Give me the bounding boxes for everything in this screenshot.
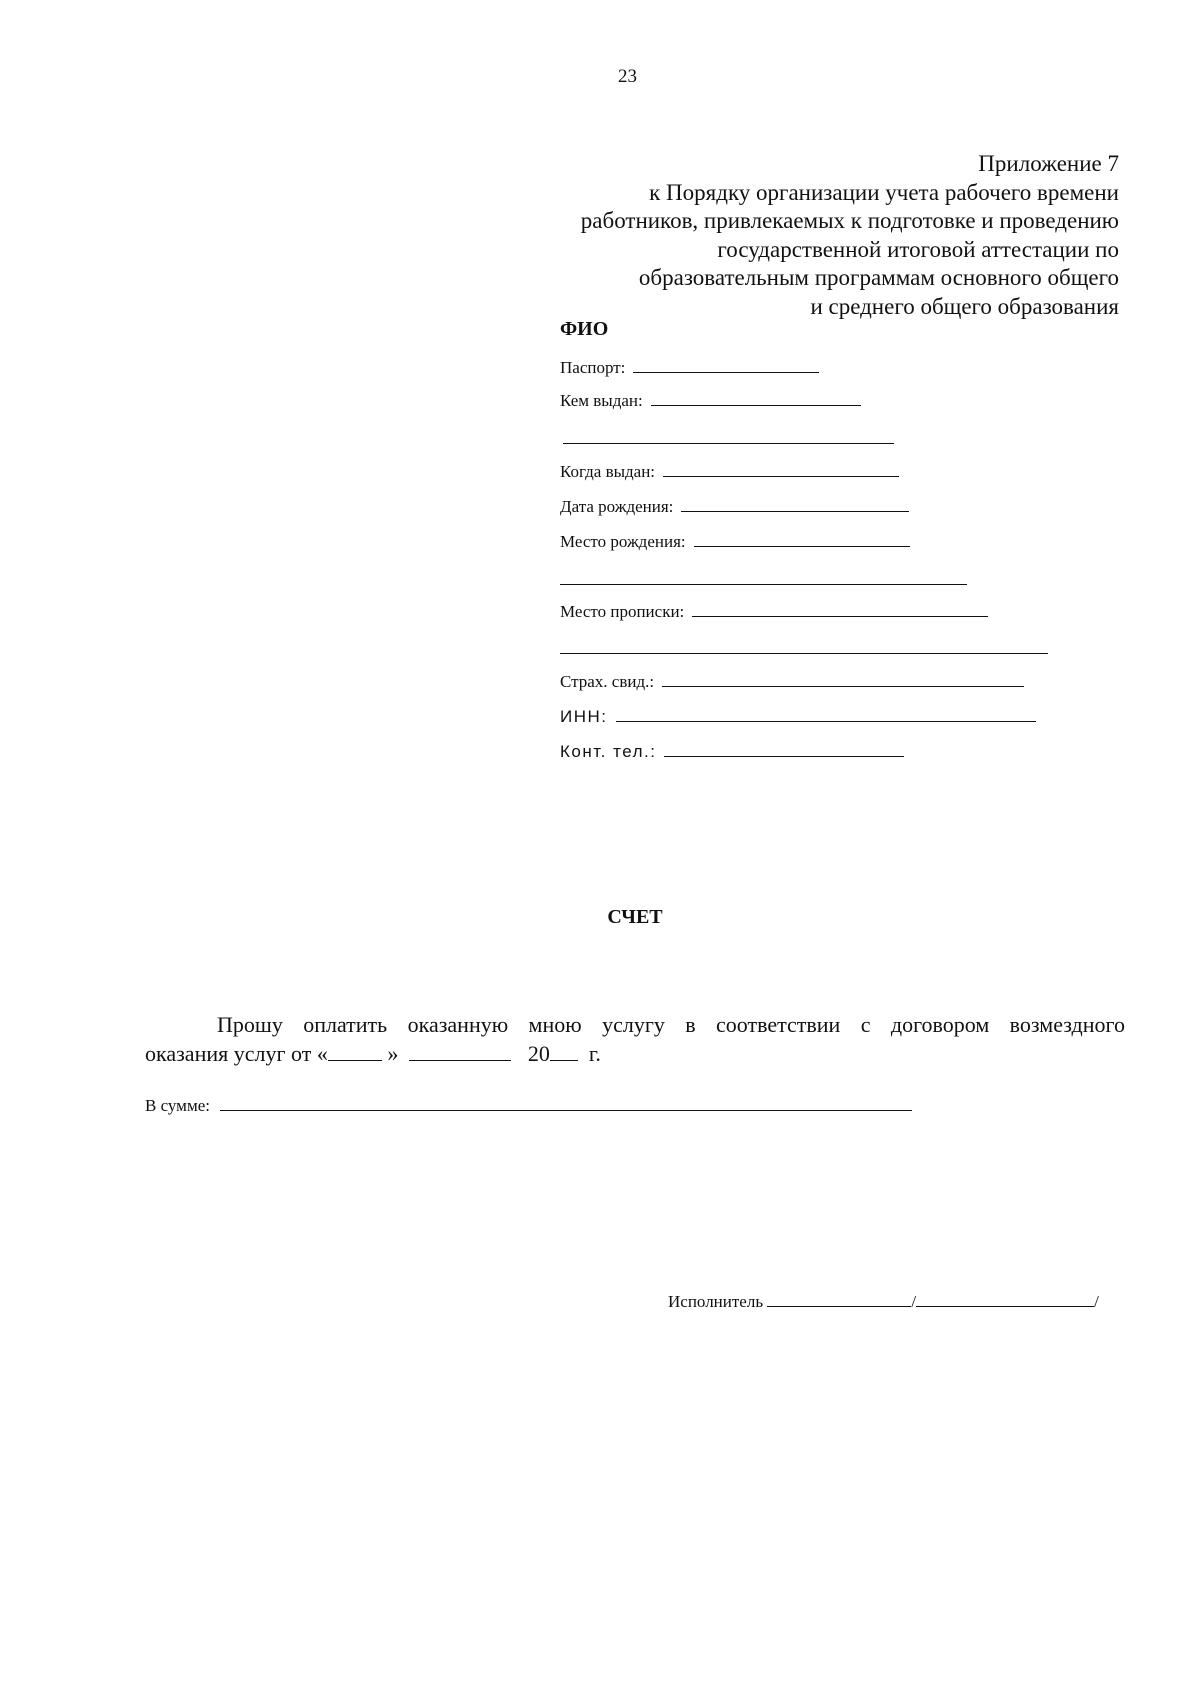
- birth-date-field[interactable]: [560, 495, 909, 519]
- birth-date-line[interactable]: [681, 495, 909, 512]
- birth-date-label: Дата рождения:: [560, 497, 674, 516]
- signature-line[interactable]: [767, 1290, 911, 1307]
- issued-by-line[interactable]: [651, 389, 861, 406]
- issued-by-field[interactable]: [560, 389, 861, 413]
- page-number: 23: [618, 66, 637, 87]
- inn-label: ИНН:: [560, 707, 608, 726]
- birth-place-continuation-line[interactable]: [560, 584, 967, 585]
- signature-block[interactable]: [668, 1290, 1099, 1312]
- inn-line[interactable]: [616, 705, 1036, 722]
- signature-separator-end: /: [1094, 1292, 1099, 1311]
- snils-field[interactable]: [560, 670, 1024, 694]
- appendix-line: государственной итоговой аттестации по: [717, 236, 1119, 262]
- appendix-line: к Порядку организации учета рабочего времени: [649, 179, 1119, 205]
- sum-label: В сумме:: [145, 1096, 210, 1115]
- snils-line[interactable]: [662, 670, 1024, 687]
- contract-month-blank[interactable]: [409, 1042, 511, 1061]
- registration-field[interactable]: [560, 600, 988, 624]
- registration-line[interactable]: [692, 600, 988, 617]
- signature-name-line[interactable]: [916, 1290, 1094, 1307]
- phone-line[interactable]: [664, 740, 904, 757]
- phone-field[interactable]: [560, 740, 904, 764]
- snils-label: Страх. свид.:: [560, 672, 655, 691]
- passport-field[interactable]: [560, 356, 819, 380]
- fio-label: ФИО: [560, 318, 609, 340]
- inn-field[interactable]: [560, 705, 1036, 729]
- contract-day-blank[interactable]: [328, 1042, 382, 1061]
- invoice-request: [145, 1010, 1125, 1068]
- signature-separator: /: [911, 1292, 917, 1311]
- signature-label: Исполнитель: [668, 1292, 764, 1311]
- issued-date-field[interactable]: [560, 460, 899, 484]
- birth-place-line[interactable]: [694, 530, 910, 547]
- invoice-title: СЧЕТ: [607, 906, 663, 928]
- registration-continuation-line[interactable]: [560, 653, 1048, 654]
- appendix-line: образовательным программам основного общего: [638, 265, 1119, 290]
- issued-by-label: Кем выдан:: [560, 391, 643, 410]
- contract-year-suffix: г.: [588, 1041, 601, 1066]
- issued-date-line[interactable]: [663, 460, 899, 477]
- appendix-title: Приложение 7: [978, 151, 1119, 176]
- contract-year-prefix: 20: [527, 1041, 550, 1066]
- contract-date-close: »: [387, 1041, 399, 1066]
- appendix-header: [499, 150, 1119, 321]
- appendix-line: работников, привлекаемых к подготовке и проведению: [580, 208, 1119, 233]
- birth-place-label: Место рождения:: [560, 532, 686, 551]
- issued-by-continuation-line[interactable]: [563, 443, 894, 444]
- passport-label: Паспорт:: [560, 358, 626, 377]
- sum-line[interactable]: [220, 1094, 912, 1111]
- appendix-line: и среднего общего образования: [810, 293, 1119, 319]
- sum-field[interactable]: [145, 1094, 912, 1116]
- contract-date-prefix: оказания услуг от «: [145, 1041, 328, 1066]
- invoice-request-line2: [145, 1039, 1125, 1068]
- issued-date-label: Когда выдан:: [560, 462, 656, 481]
- phone-label: Конт. тел.:: [560, 742, 657, 761]
- contract-year-blank[interactable]: [550, 1042, 578, 1061]
- birth-place-field[interactable]: [560, 530, 910, 554]
- passport-line[interactable]: [633, 356, 819, 373]
- registration-label: Место прописки:: [560, 602, 685, 621]
- invoice-request-line1: Прошу оплатить оказанную мною услугу в соответствии с договором возмездного: [217, 1012, 1125, 1037]
